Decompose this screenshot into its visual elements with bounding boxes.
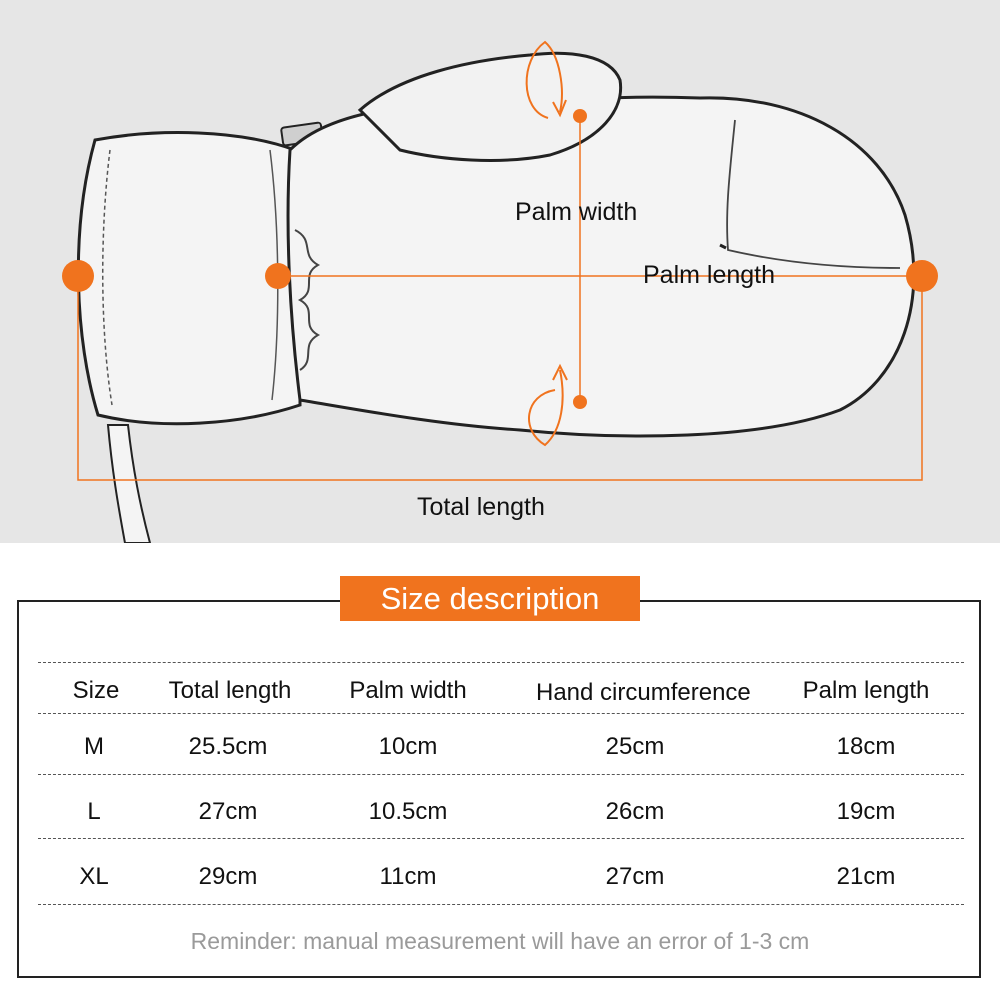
- table-cell: XL: [79, 863, 109, 890]
- size-table-title: Size description: [340, 576, 640, 621]
- header-palm-length: Palm length: [802, 677, 930, 704]
- table-divider: [38, 662, 964, 663]
- header-palm-width: Palm width: [349, 677, 467, 704]
- table-cell: 25cm: [605, 733, 665, 760]
- table-cell: M: [84, 733, 104, 760]
- table-cell: L: [87, 798, 101, 825]
- table-cell: 26cm: [605, 798, 665, 825]
- measurement-reminder: Reminder: manual measurement will have an error of 1-3 cm: [190, 928, 810, 954]
- table-divider: [38, 713, 964, 714]
- table-cell: 21cm: [836, 863, 896, 890]
- total-length-label: Total length: [417, 493, 545, 521]
- table-divider: [38, 838, 964, 839]
- header-size: Size: [72, 677, 120, 704]
- table-cell: 18cm: [836, 733, 896, 760]
- table-cell: 25.5cm: [188, 733, 268, 760]
- palm-width-label: Palm width: [515, 198, 638, 226]
- table-cell: 27cm: [605, 863, 665, 890]
- table-cell: 10cm: [378, 733, 438, 760]
- header-total-length: Total length: [168, 677, 292, 704]
- table-cell: 19cm: [836, 798, 896, 825]
- header-hand-circumference: Hand circumference: [536, 679, 751, 706]
- table-divider: [38, 904, 964, 905]
- table-divider: [38, 774, 964, 775]
- size-table-frame: [17, 600, 981, 978]
- table-cell: 29cm: [198, 863, 258, 890]
- table-cell: 10.5cm: [368, 798, 448, 825]
- table-cell: 27cm: [198, 798, 258, 825]
- palm-length-label: Palm length: [643, 261, 776, 289]
- table-cell: 11cm: [379, 863, 437, 890]
